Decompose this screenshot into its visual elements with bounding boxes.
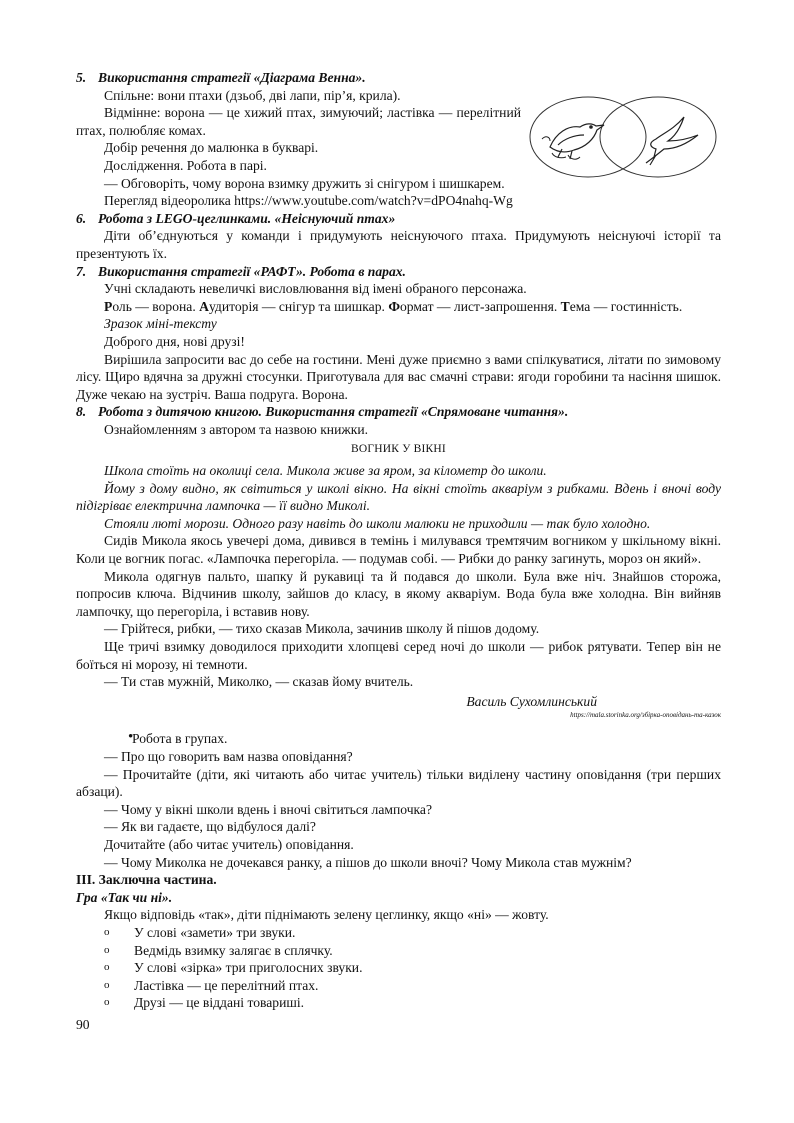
section-6-text: Діти об’єднуються у команди і придумують неіснуючого птаха. Придумують неіснуючі історії та презентують їх. [76, 228, 721, 261]
game-item: o Друзі — це віддані товариші. [104, 995, 304, 1011]
game-item: o У слові «зірка» три приголосних звуки. [104, 960, 363, 976]
section-7-intro: Учні складають невеличкі висловлювання від імені обраного персонажа. [104, 281, 527, 297]
page-number: 90 [76, 1017, 90, 1032]
final-heading: ІІІ. Заключна частина. [76, 872, 217, 888]
story-source-link[interactable]: https://mala.storinka.org/збірка-оповідань-та-казок [570, 711, 721, 720]
group-work-bullet: • Робота в групах. [76, 730, 721, 748]
section-5-line: Відмінне: ворона — це хижий птах, зимуючий; ластівка — перелітний птах, полюбляє комах. [76, 105, 521, 138]
group-question: — Як ви гадаєте, що відбулося далі? [104, 819, 316, 835]
game-item: o У слові «замети» три звуки. [104, 924, 296, 940]
page-content [76, 69, 721, 1012]
game-item: o Ластівка — це перелітний птах. [104, 977, 319, 993]
circle-bullet-icon: o [104, 943, 110, 956]
group-question: — Прочитайте (діти, які читають або читає учитель) тільки виділену частину оповідання (три перших абзаци). [76, 766, 721, 800]
story-paragraph-italic: Школа стоїть на околиці села. Микола живе за яром, за кілометр до школи. [104, 463, 547, 479]
group-question: Дочитайте (або читає учитель) оповідання. [104, 836, 354, 852]
section-5-line: Спільне: вони птахи (дзьоб, дві лапи, пір’я, крила). [104, 87, 401, 103]
story-paragraph-italic: Йому з дому видно, як світиться у школі вікно. На вікні стоїть акваріум з рибками. Вдень і вночі воду підігріває електрична лампочка — її видно Миколі. [76, 480, 721, 514]
venn-diagram [528, 95, 718, 179]
section-7-heading: 7. Використання стратегії «РАФТ». Робота в парах. [76, 263, 406, 279]
group-question: — Про що говорить вам назва оповідання? [104, 748, 353, 764]
section-6-heading: 6. Робота з LEGO-цеглинками. «Неіснуючий птах» [76, 210, 396, 226]
circle-bullet-icon: o [104, 961, 110, 974]
story-paragraph-italic: Стояли люті морози. Одного разу навіть до школи малюки не приходили — так було холодно. [104, 515, 651, 531]
section-5-video-link[interactable]: Перегляд відеоролика https://www.youtube.com/watch?v=dPO4nahq-Wg [104, 193, 513, 209]
section-8-intro: Ознайомленням з автором та назвою книжки. [104, 421, 369, 437]
story-paragraph: — Ти став мужній, Миколко, — сказав йому вчитель. [104, 674, 414, 690]
circle-bullet-icon: o [104, 978, 110, 991]
crow-icon [542, 124, 604, 159]
section-5-line: — Обговоріть, чому ворона взимку дружить зі снігуром і шишкарем. [104, 175, 505, 191]
section-8-heading: 8. Робота з дитячою книгою. Використання стратегії «Спрямоване читання». [76, 404, 569, 420]
story-author: Василь Сухомлинський [466, 693, 597, 709]
group-question: — Чому у вікні школи вдень і вночі світиться лампочка? [104, 801, 433, 817]
sample-greeting: Доброго дня, нові друзі! [104, 333, 245, 349]
section-5-line: Дослідження. Робота в парі. [104, 157, 267, 173]
section-5-heading: 5. Використання стратегії «Діаграма Венна». [76, 70, 366, 85]
story-paragraph: — Грійтеся, рибки, — тихо сказав Микола, зачинив школу й пішов додому. [104, 621, 540, 637]
story-title: ВОГНИК У ВІКНІ [351, 443, 446, 456]
game-rule: Якщо відповідь «так», діти піднімають зелену цеглинку, якщо «ні» — жовту. [104, 907, 549, 923]
game-title: Гра «Так чи ні». [76, 889, 173, 905]
sample-letter: Вирішила запросити вас до себе на гостини. Мені дуже приємно з вами спілкуватися, літати по зимовому лісу. Щиро вдячна за дружні стосунки. Приготувала для вас смачні страви: ягоди горобини та насіння шишок. Дуже чекаю на зустріч. Ваша подруга. Ворона. [76, 351, 721, 402]
circle-bullet-icon: o [104, 996, 110, 1009]
sample-label: Зразок міні-тексту [104, 316, 217, 332]
group-question: — Чому Миколка не дочекався ранку, а пішов до школи вночі? Чому Микола став мужнім? [104, 854, 632, 870]
swallow-icon [646, 117, 698, 165]
game-item: o Ведмідь взимку залягає в сплячку. [104, 942, 333, 958]
section-5-line: Добір речення до малюнка в букварі. [104, 140, 319, 156]
story-paragraph: Ще тричі взимку доводилося приходити хлопцеві серед ночі до школи — рибок рятувати. Тепер він не боїться ні морозу, ні темноти. [76, 639, 721, 672]
circle-bullet-icon: o [104, 925, 110, 938]
raft-line: Роль — ворона. Аудиторія — снігур та шишкар. Формат — лист-запрошення. Тема — гостинність. [104, 298, 683, 314]
story-paragraph: Сидів Микола якось увечері дома, дивився в темінь і милувався тремтячим вогником у шкільному вікні. Коли це вогник погас. «Лампочка перегоріла. — подумав собі. — Рибки до ранку загинуть, мороз он який». [76, 533, 721, 567]
story-paragraph: Микола одягнув пальто, шапку й рукавиці та й подався до школи. Була вже ніч. Знайшов сторожа, попросив ключа. Відчинив школу, зайшов до класу, в якому акваріум. Вода була вже холодна. Він вийняв лампочку, що перегоріла, і вставив нову. [76, 568, 721, 619]
